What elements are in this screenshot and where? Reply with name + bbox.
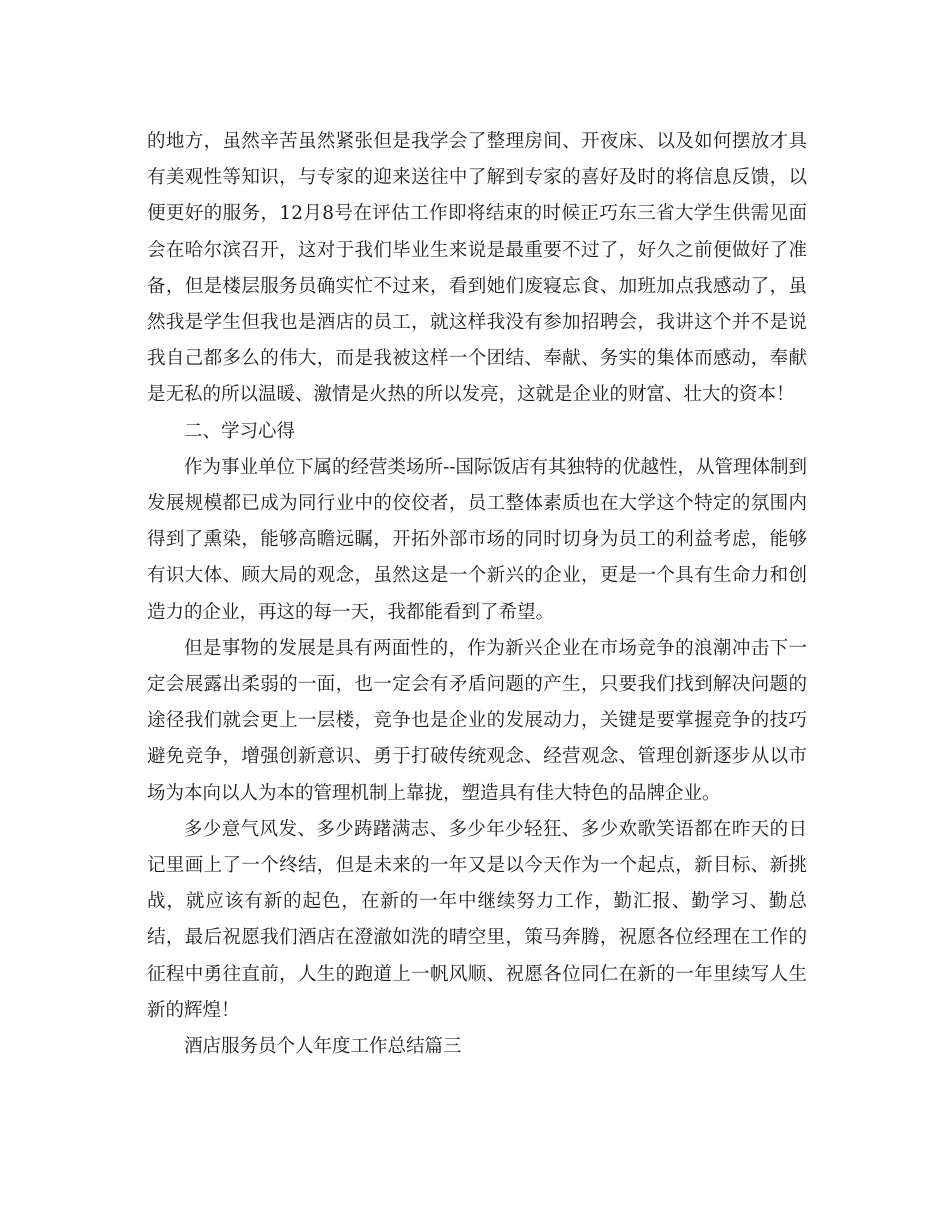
section-heading-study-insights: 二、学习心得 <box>184 420 296 442</box>
next-article-title: 酒店服务员个人年度工作总结篇三 <box>184 1036 462 1058</box>
paragraph-competition: 但是事物的发展是具有两面性的，作为新兴企业在市场竞争的浪潮冲击下一定会展露出柔弱的一面，也一定会有矛盾问题的产生，只要我们找到解决问题的途径我们就会更上一层楼，竞争也是企业的发展动力，关键是要掌握竞争的技巧避免竞争，增强创新意识、勇于打破传统观念、经营观念、管理创新逐步从以市场为本向以人为本的管理机制上靠拢，塑造具有佳大特色的品牌企业。 <box>147 637 807 804</box>
paragraph-advantages: 作为事业单位下属的经营类场所--国际饭店有其独特的优越性，从管理体制到发展规模都已成为同行业中的佼佼者，员工整体素质也在大学这个特定的氛围内得到了熏染，能够高瞻远瞩，开拓外部市场的同时切身为员工的利益考虑，能够有识大体、顾大局的观念，虽然这是一个新兴的企业，更是一个具有生命力和创造力的企业，再这的每一天，我都能看到了希望。 <box>147 456 808 623</box>
paragraph-continuation: 的地方，虽然辛苦虽然紧张但是我学会了整理房间、开夜床、以及如何摆放才具有美观性等知识，与专家的迎来送往中了解到专家的喜好及时的将信息反馈，以便更好的服务，12月8号在评估工作即将结束的时候正巧东三省大学生供需见面会在哈尔滨召开，这对于我们毕业生来说是最重要不过了，好久之前便做好了准备，但是楼层服务员确实忙不过来，看到她们废寝忘食、加班加点我感动了，虽然我是学生但我也是酒店的员工，就这样我没有参加招聘会，我讲这个并不是说我自己都多么的伟大，而是我被这样一个团结、奉献、务实的集体而感动，奉献是无私的所以温暖、激情是火热的所以发亮，这就是企业的财富、壮大的资本！ <box>147 131 807 406</box>
document-body <box>147 124 807 1065</box>
paragraph-closing-wishes: 多少意气风发、多少踌躇满志、多少年少轻狂、多少欢歌笑语都在昨天的日记里画上了一个终结，但是未来的一年又是以今天作为一个起点，新目标、新挑战，就应该有新的起色，在新的一年中继续努力工作，勤汇报、勤学习、勤总结，最后祝愿我们酒店在澄澈如洗的晴空里，策马奔腾，祝愿各位经理在工作的征程中勇往直前，人生的跑道上一帆风顺、祝愿各位同仁在新的一年里续写人生新的辉煌！ <box>147 818 807 1021</box>
